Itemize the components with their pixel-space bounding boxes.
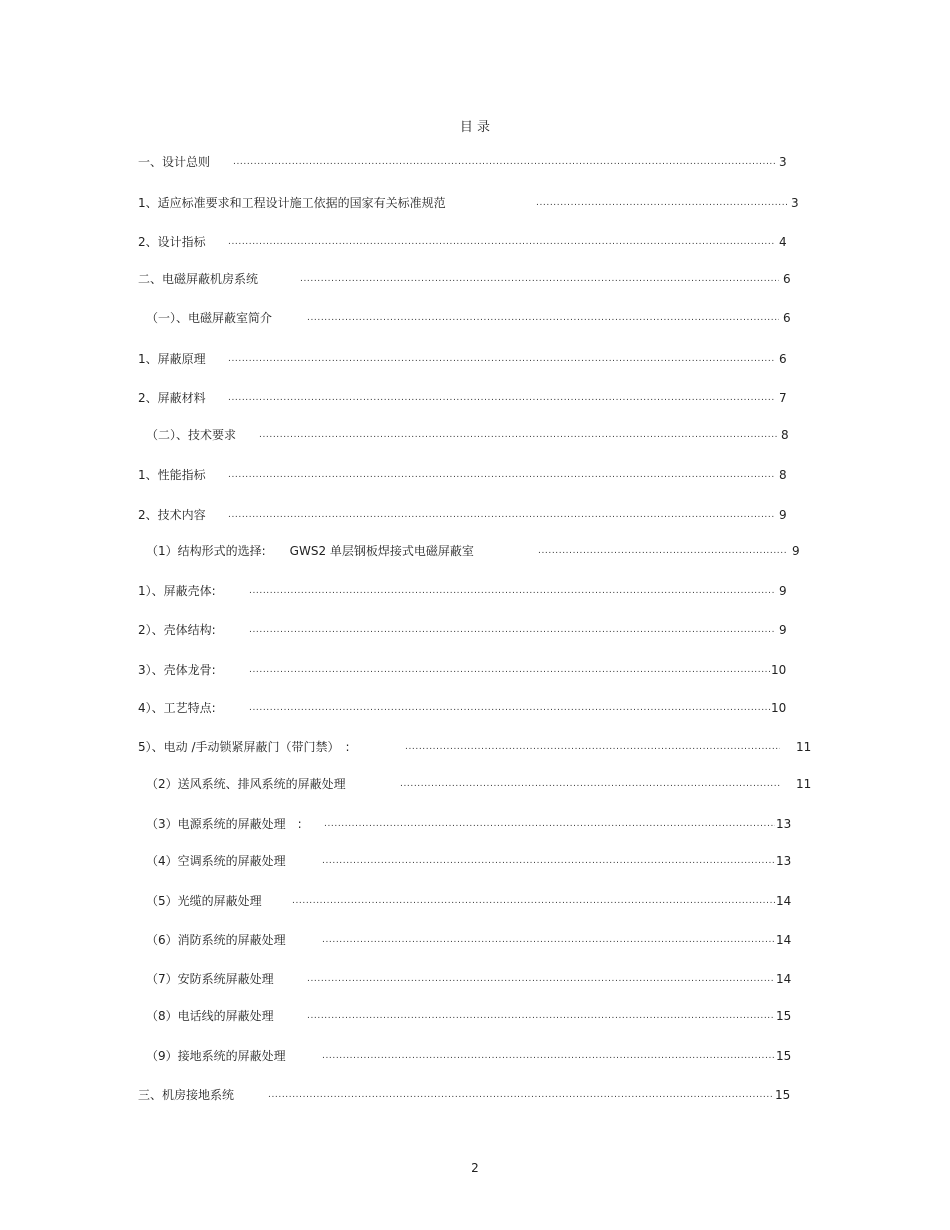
toc-entry[interactable] [0, 195, 950, 211]
toc-entry[interactable] [0, 583, 950, 599]
toc-entry-page: 10 [771, 663, 787, 677]
toc-entry-page: 13 [776, 817, 792, 831]
toc-entry-page: 14 [776, 894, 792, 908]
toc-leader-dots [538, 543, 788, 559]
toc-leader-dots [228, 467, 775, 483]
toc-leader-dots [249, 700, 771, 716]
toc-leader-dots [249, 583, 775, 599]
toc-leader-dots [228, 390, 775, 406]
toc-entry-page: 6 [783, 272, 791, 286]
toc-entry-label: （4）空调系统的屏蔽处理 [146, 854, 286, 868]
toc-entry-page: 15 [776, 1009, 792, 1023]
toc-entry[interactable] [0, 427, 950, 443]
toc-entry-label: （8）电话线的屏蔽处理 [146, 1009, 274, 1023]
toc-entry[interactable] [0, 776, 950, 792]
toc-entry-page: 15 [776, 1049, 792, 1063]
toc-entry[interactable] [0, 893, 950, 909]
toc-leader-dots [307, 971, 775, 987]
toc-entry-label: 5）、电动 /手动锁紧屏蔽门（带门禁） : [138, 740, 350, 754]
toc-title: 目 录 [459, 120, 491, 135]
toc-leader-dots [324, 816, 775, 832]
toc-entry-page: 14 [776, 972, 792, 986]
toc-leader-dots [536, 195, 787, 211]
toc-entry-page: 6 [783, 311, 791, 325]
toc-entry-label: 2、设计指标 [138, 235, 206, 249]
toc-entry-page: 14 [776, 933, 792, 947]
toc-entry-page: 11 [796, 740, 812, 754]
toc-entry-label: 2）、壳体结构: [138, 623, 216, 637]
toc-entry-page: 3 [779, 155, 787, 169]
toc-leader-dots [322, 1048, 775, 1064]
toc-entry-label: 4）、工艺特点: [138, 701, 216, 715]
toc-leader-dots [233, 154, 775, 170]
toc-entry[interactable] [0, 390, 950, 406]
toc-leader-dots [300, 271, 779, 287]
toc-entry-page: 8 [779, 468, 787, 482]
toc-leader-dots [228, 351, 775, 367]
toc-entry-page: 15 [775, 1088, 791, 1102]
toc-leader-dots [228, 234, 775, 250]
toc-leader-dots [307, 1008, 775, 1024]
toc-leader-dots [259, 427, 777, 443]
toc-entry-label: 3）、壳体龙骨: [138, 663, 216, 677]
toc-entry-label: （2）送风系统、排风系统的屏蔽处理 [146, 777, 346, 791]
toc-entry[interactable] [0, 700, 950, 716]
toc-entry[interactable] [0, 271, 950, 287]
toc-entry-page: 3 [791, 196, 799, 210]
toc-entry-label: 2、屏蔽材料 [138, 391, 206, 405]
toc-entry-label: （5）光缆的屏蔽处理 [146, 894, 262, 908]
toc-leader-dots [400, 776, 780, 792]
toc-entry-label: 三、机房接地系统 [138, 1088, 235, 1102]
toc-entry-label: 1、性能指标 [138, 468, 206, 482]
toc-entry[interactable] [0, 739, 950, 755]
toc-entry[interactable] [0, 351, 950, 367]
toc-entry[interactable] [0, 154, 950, 170]
toc-entry-page: 7 [779, 391, 787, 405]
toc-entry-label: （9）接地系统的屏蔽处理 [146, 1049, 286, 1063]
toc-entry[interactable] [0, 543, 950, 559]
toc-entry-page: 10 [771, 701, 787, 715]
toc-entry[interactable] [0, 467, 950, 483]
toc-entry-label: 2、技术内容 [138, 508, 206, 522]
toc-leader-dots [249, 662, 771, 678]
toc-entry[interactable] [0, 816, 950, 832]
toc-leader-dots [268, 1087, 773, 1103]
toc-entry-page: 9 [779, 623, 787, 637]
toc-entry-page: 9 [779, 584, 787, 598]
toc-entry[interactable] [0, 622, 950, 638]
toc-leader-dots [292, 893, 775, 909]
toc-entry-page: 11 [796, 777, 812, 791]
toc-entry-label: 1、屏蔽原理 [138, 352, 206, 366]
toc-entry[interactable] [0, 1008, 950, 1024]
toc-leader-dots [307, 310, 779, 326]
toc-entry-label: （1）结构形式的选择: GWS2 单层钢板焊接式电磁屏蔽室 [146, 544, 474, 558]
toc-entry[interactable] [0, 310, 950, 326]
toc-entry[interactable] [0, 853, 950, 869]
toc-entry-label: 1）、屏蔽壳体: [138, 584, 216, 598]
toc-leader-dots [249, 622, 775, 638]
toc-leader-dots [322, 932, 775, 948]
toc-leader-dots [405, 739, 780, 755]
toc-leader-dots [322, 853, 775, 869]
toc-entry-label: （6）消防系统的屏蔽处理 [146, 933, 286, 947]
toc-entry-page: 4 [779, 235, 787, 249]
toc-entry-page: 9 [792, 544, 800, 558]
toc-entry-label: （3）电源系统的屏蔽处理 : [146, 817, 302, 831]
toc-entry[interactable] [0, 932, 950, 948]
toc-entry[interactable] [0, 1087, 950, 1103]
page-number: 2 [471, 1161, 479, 1175]
toc-entry[interactable] [0, 1048, 950, 1064]
toc-entry[interactable] [0, 507, 950, 523]
toc-entry-label: （二）、技术要求 [146, 428, 237, 442]
toc-leader-dots [228, 507, 775, 523]
toc-entry-label: （7）安防系统屏蔽处理 [146, 972, 274, 986]
toc-entry[interactable] [0, 971, 950, 987]
toc-entry-page: 9 [779, 508, 787, 522]
toc-entry-label: （一）、电磁屏蔽室简介 [146, 311, 273, 325]
toc-entry-page: 8 [781, 428, 789, 442]
toc-entry-label: 二、电磁屏蔽机房系统 [138, 272, 259, 286]
toc-entry-label: 一、设计总则 [138, 155, 211, 169]
toc-entry-page: 13 [776, 854, 792, 868]
toc-entry[interactable] [0, 234, 950, 250]
toc-entry-page: 6 [779, 352, 787, 366]
toc-entry-label: 1、适应标准要求和工程设计施工依据的国家有关标准规范 [138, 196, 446, 210]
toc-entry[interactable] [0, 662, 950, 678]
